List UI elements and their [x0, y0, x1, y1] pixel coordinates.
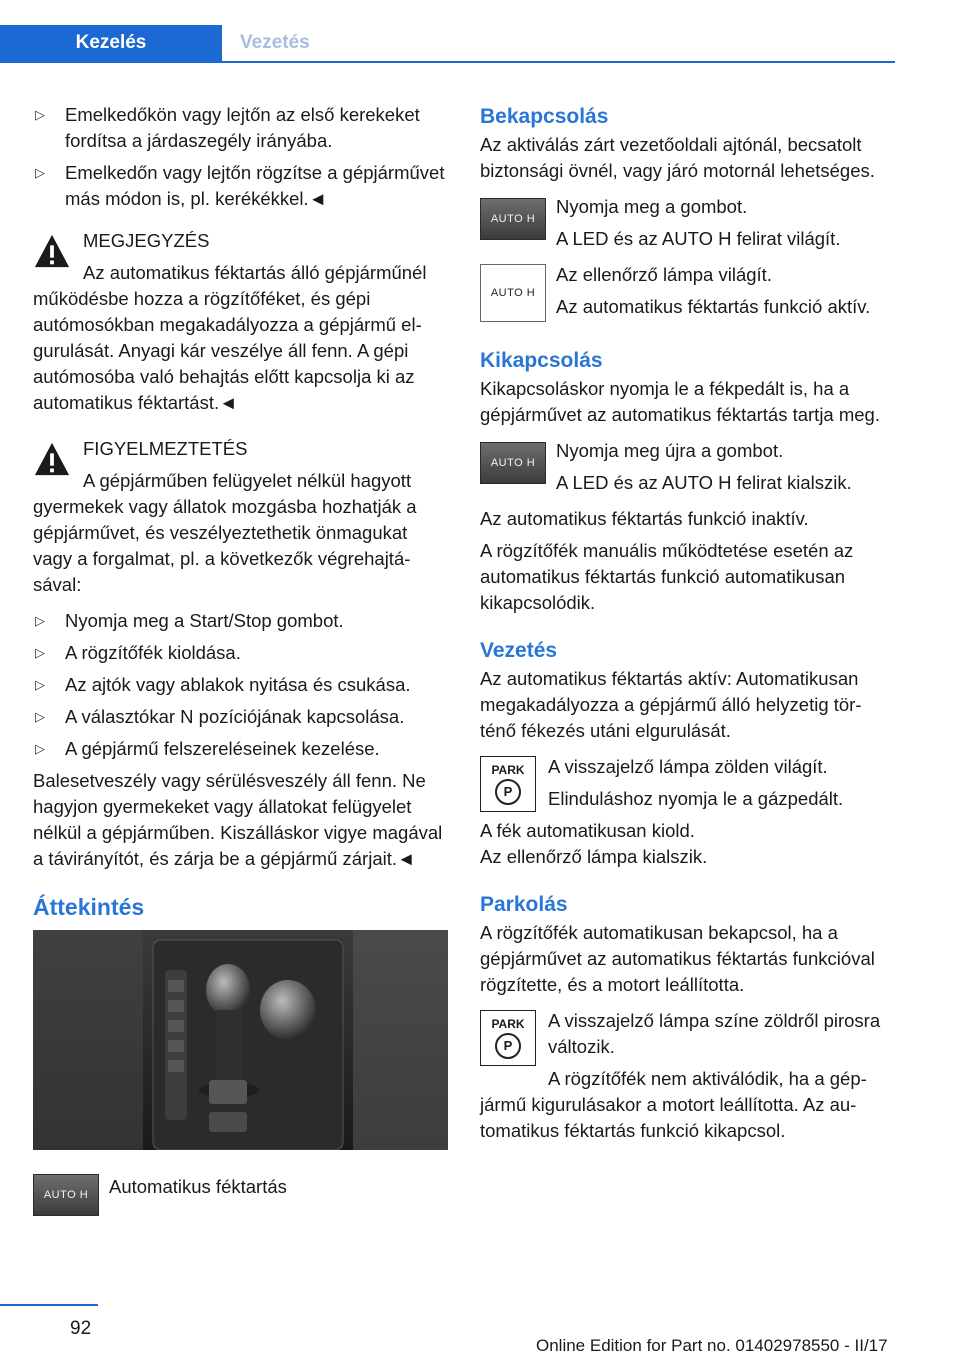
- notice-text: Az automatikus féktartás álló gépjárműnél működésbe hozza a rögzítőféket, és gépi autómosókban megakadályozza a gépjármű elgurulását. Anyagi kár veszélye áll fenn. A gépi autómosóba való behajtás előtt kapcsolja ki az automatikus féktartást.◄: [33, 262, 427, 413]
- list-item: ▷ Emelkedőn vagy lejtőn rögzítse a gépjárművet más módon is, pl. kerékékkel.◄: [33, 160, 448, 212]
- list-item: ▷ A rögzítőfék kioldása.: [33, 640, 448, 666]
- subheading-vezetes: Vezetés: [480, 639, 558, 662]
- notice-title: MEGJEGYZÉS: [83, 230, 210, 251]
- subheading-bekapcsolas: Bekapcsolás: [480, 105, 609, 128]
- list-item: ▷ Emelkedőkön vagy lejtőn az első kerekeket fordítsa a járdaszegély irányába.: [33, 102, 448, 154]
- warning-triangle-icon: [33, 440, 71, 478]
- auto-h-button-icon: AUTO H: [480, 442, 546, 484]
- indicator-row: [480, 262, 890, 326]
- indicator-text: A visszajelző lámpa zölden világít.: [548, 756, 828, 777]
- paragraph: A rögzítőfék automatikusan bekapcsol, ha a gépjárművet az automatikus féktartás funkcióval rögzítette, és a motort leállította.: [480, 922, 875, 995]
- park-indicator-icon: PARK P: [480, 756, 536, 812]
- warning-tail: Balesetveszély vagy sérülésveszély áll fenn. Ne hagyjon gyermekeket vagy állatokat felügyelet nélkül a gépjárműben. Kiszálláskor vigye magával a távirányítót, és zárja be a gépjármű zárjait.◄: [33, 770, 443, 869]
- indicator-row: [480, 754, 890, 844]
- step-row: [480, 438, 890, 496]
- edition-note: Online Edition for Part no. 01402978550 - II/17: [536, 1336, 888, 1355]
- step-text: A LED és az AUTO H felirat kialszik.: [556, 472, 852, 493]
- auto-h-button-icon: AUTO H: [480, 198, 546, 240]
- footer-rule: [0, 1304, 98, 1306]
- indicator-row: [480, 1008, 890, 1144]
- auto-h-button-icon: AUTO H: [33, 1174, 99, 1216]
- list-item: ▷ Az ajtók vagy ablakok nyitása és csukása.: [33, 672, 448, 698]
- paragraph: Az automatikus féktartás aktív: Automatikusan megakadályozza a gépjármű álló helyzetig történő fékezés utáni elgurulását.: [480, 668, 862, 741]
- right-column: [480, 102, 890, 1144]
- image-caption: Automatikus féktartás: [109, 1176, 287, 1197]
- subheading-kikapcsolas: Kikapcsolás: [480, 349, 603, 372]
- page-number: 92: [70, 1318, 92, 1339]
- left-column: [33, 102, 448, 1220]
- paragraph: Kikapcsoláskor nyomja le a fékpedált is, ha a gépjárművet az automatikus féktartás tartja meg.: [480, 378, 880, 425]
- warning-triangle-icon: [33, 232, 71, 270]
- paragraph: A rögzítőfék manuális működtetése esetén az automatikus féktartás funkció automatikusan kikapcsolódik.: [480, 540, 854, 613]
- warning-block: [33, 436, 448, 598]
- warning-title: FIGYELMEZTETÉS: [83, 438, 248, 459]
- notice-block: [33, 228, 448, 416]
- section-title-overview: Áttekintés: [33, 894, 145, 920]
- step-text: Nyomja meg a gombot.: [556, 196, 748, 217]
- console-photo: [33, 930, 448, 1150]
- paragraph: Az ellenőrző lámpa kialszik.: [480, 846, 708, 867]
- list-item: ▷ A választókar N pozíciójának kapcsolása.: [33, 704, 448, 730]
- auto-h-indicator-icon: AUTO H: [480, 264, 546, 322]
- chapter-tabs: [0, 25, 895, 63]
- indicator-text: A visszajelző lámpa színe zöldről pirosra változik.: [548, 1010, 881, 1057]
- indicator-text: A fék automatikusan kiold.: [480, 820, 695, 841]
- tab-kezeles[interactable]: Kezelés: [0, 25, 222, 61]
- subheading-parkolas: Parkolás: [480, 893, 568, 916]
- center-console-image: [33, 930, 448, 1150]
- tab-vezetes[interactable]: Vezetés: [240, 32, 310, 53]
- paragraph: Az automatikus féktartás funkció inaktív.: [480, 508, 809, 529]
- indicator-text: A rögzítőfék nem aktiválódik, ha a gépjármű kigurulásakor a motort leállította. Az automatikus féktartás funkció kikapcsol.: [480, 1068, 867, 1141]
- caption-row: [33, 1170, 448, 1220]
- indicator-text: Az automatikus féktartás funkció aktív.: [556, 296, 871, 317]
- step-row: [480, 194, 890, 252]
- warning-text: A gépjárműben felügyelet nélkül hagyott gyermekek vagy állatok mozgásba hozhatják a gépjárművet, és veszélyeztethetik önmagukat vagy a forgalmat, pl. a következők végrehajtásával:: [33, 470, 417, 595]
- list-item: ▷ Nyomja meg a Start/Stop gombot.: [33, 608, 448, 634]
- paragraph: Az aktiválás zárt vezetőoldali ajtónál, becsatolt biztonsági övnél, vagy járó motornál lehetséges.: [480, 134, 875, 181]
- park-indicator-icon: PARK P: [480, 1010, 536, 1066]
- step-text: Nyomja meg újra a gombot.: [556, 440, 784, 461]
- list-item: ▷ A gépjármű felszereléseinek kezelése.: [33, 736, 448, 762]
- indicator-text: Elinduláshoz nyomja le a gázpedált.: [548, 788, 844, 809]
- step-text: A LED és az AUTO H felirat világít.: [556, 228, 841, 249]
- indicator-text: Az ellenőrző lámpa világít.: [556, 264, 772, 285]
